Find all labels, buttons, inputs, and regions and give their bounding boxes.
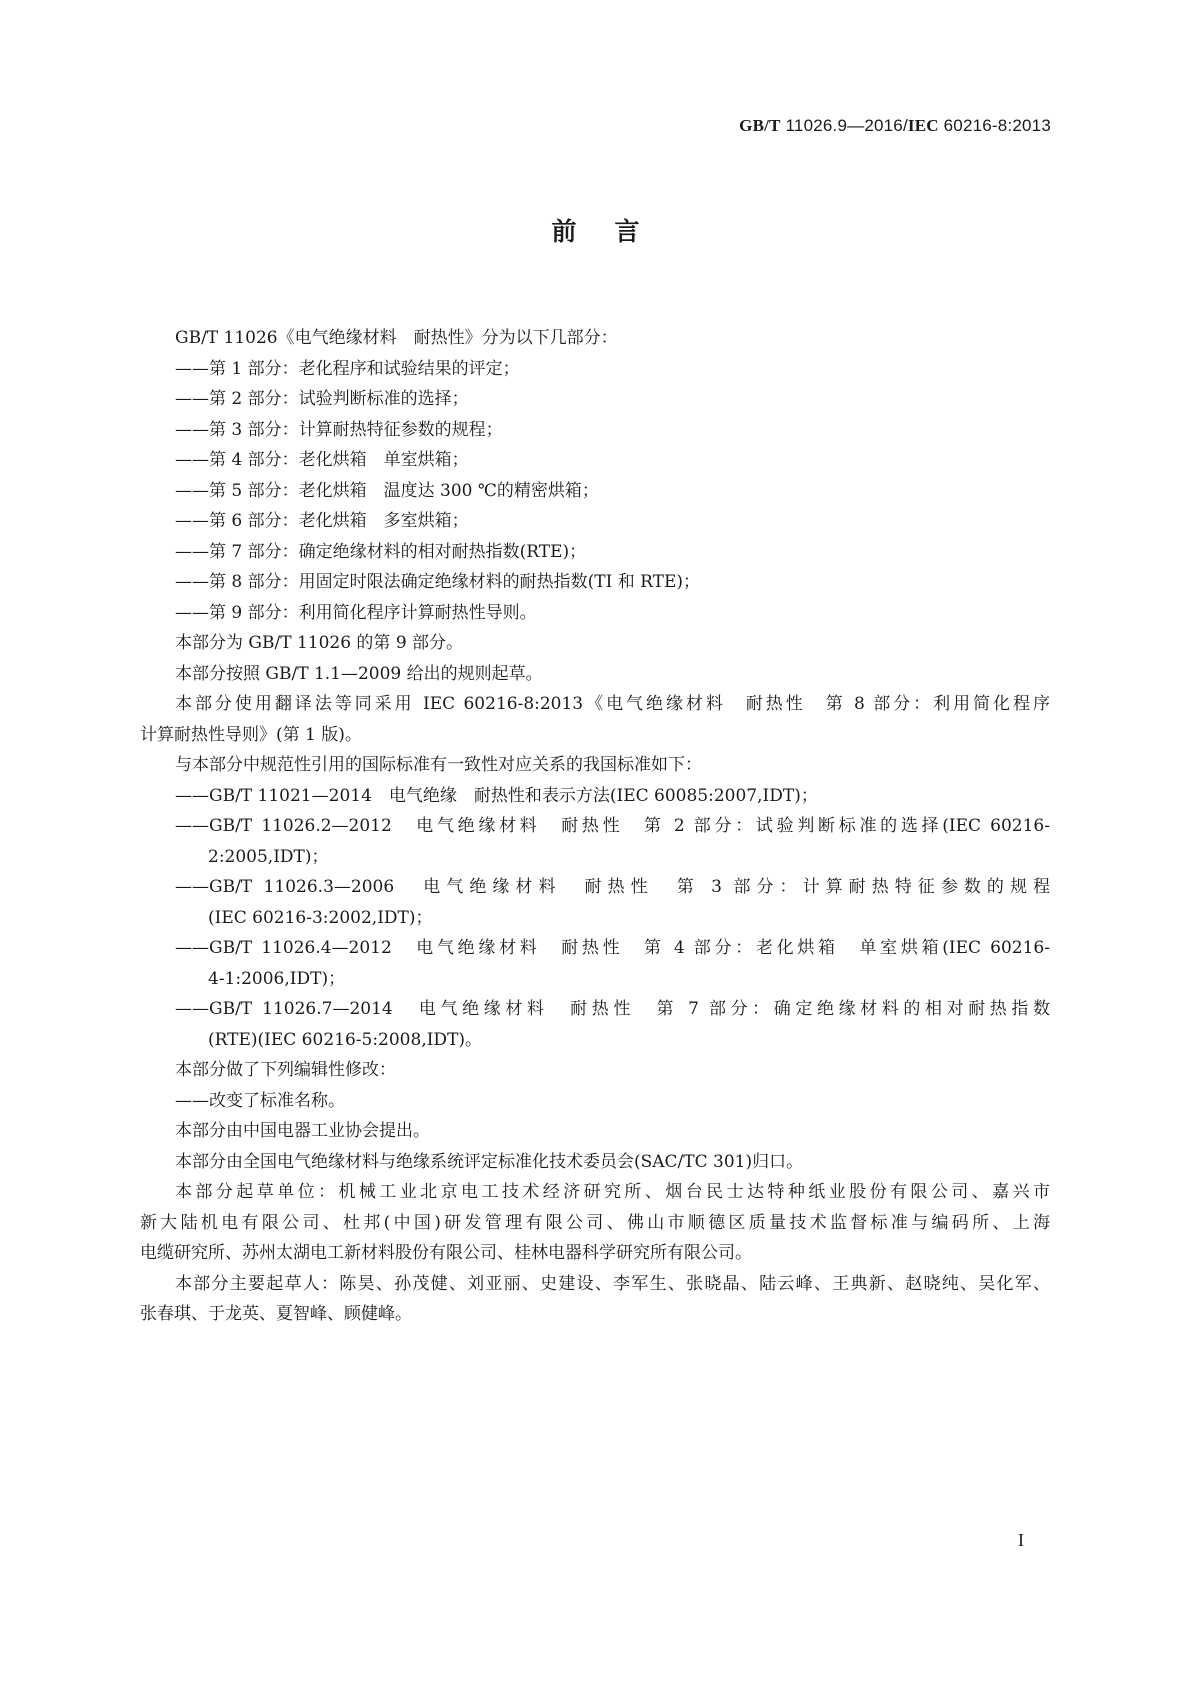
reference-item-continuation: (IEC 60216-3:2002,IDT)； <box>208 907 433 928</box>
reference-item: ——GB/T 11026.3—2006 电气绝缘材料 耐热性 第 3 部分：计算耐热特征参数的规程 <box>175 877 1050 897</box>
paragraph-continuation: 电缆研究所、苏州太湖电工新材料股份有限公司、桂林电器科学研究所有限公司。 <box>140 1243 752 1263</box>
list-item: ——第 7 部分：确定绝缘材料的相对耐热指数(RTE)； <box>175 541 587 562</box>
paragraph: GB/T 11026《电气绝缘材料 耐热性》分为以下几部分： <box>175 328 618 348</box>
paragraph: 本部分按照 GB/T 1.1—2009 给出的规则起草。 <box>175 663 543 684</box>
paragraph-continuation: 新大陆机电有限公司、杜邦(中国)研发管理有限公司、佛山市顺德区质量技术监督标准与编码所、上海 <box>140 1212 1050 1233</box>
page-number: I <box>1018 1530 1024 1550</box>
paragraph: 本部分使用翻译法等同采用 IEC 60216-8:2013《电气绝缘材料 耐热性 第 8 部分：利用简化程序 <box>175 694 1050 714</box>
list-item: ——第 5 部分：老化烘箱 温度达 300 ℃的精密烘箱； <box>175 480 599 501</box>
reference-item: ——GB/T 11026.4—2012 电气绝缘材料 耐热性 第 4 部分：老化烘箱 单室烘箱(IEC 60216- <box>175 938 1050 958</box>
header-code-number: 11026.9—2016/ <box>785 116 908 135</box>
list-item: ——第 1 部分：老化程序和试验结果的评定； <box>175 358 520 379</box>
reference-item-continuation: 4-1:2006,IDT)； <box>208 968 346 989</box>
paragraph: 本部分为 GB/T 11026 的第 9 部分。 <box>175 633 464 653</box>
foreword-body <box>140 323 1050 1330</box>
list-item: ——第 9 部分：利用简化程序计算耐热性导则。 <box>175 602 537 623</box>
paragraph: 本部分由中国电器工业协会提出。 <box>175 1121 430 1141</box>
list-item: ——改变了标准名称。 <box>175 1090 345 1111</box>
header-code-gbt: GB/T <box>739 116 781 135</box>
header-code-iec-number: 60216-8:2013 <box>943 116 1051 135</box>
page-title: 前言 <box>551 217 678 246</box>
paragraph: 本部分由全国电气绝缘材料与绝缘系统评定标准化技术委员会(SAC/TC 301)归口。 <box>175 1151 804 1172</box>
list-item: ——第 2 部分：试验判断标准的选择； <box>175 389 469 409</box>
paragraph: 本部分起草单位：机械工业北京电工技术经济研究所、烟台民士达特种纸业股份有限公司、嘉兴市 <box>175 1182 1050 1202</box>
reference-item-continuation: (RTE)(IEC 60216-5:2008,IDT)。 <box>208 1029 483 1050</box>
reference-item-continuation: 2:2005,IDT)； <box>208 846 329 867</box>
paragraph-continuation: 计算耐热性导则》(第 1 版)。 <box>140 724 362 745</box>
paragraph: 本部分主要起草人：陈昊、孙茂健、刘亚丽、史建设、李军生、张晓晶、陆云峰、王典新、赵晓纯、吴化军、 <box>175 1273 1050 1294</box>
reference-item: ——GB/T 11026.2—2012 电气绝缘材料 耐热性 第 2 部分：试验判断标准的选择(IEC 60216- <box>175 816 1050 836</box>
reference-item: ——GB/T 11021—2014 电气绝缘 耐热性和表示方法(IEC 60085:2007,IDT)； <box>175 785 818 806</box>
paragraph: 与本部分中规范性引用的国际标准有一致性对应关系的我国标准如下： <box>175 755 702 775</box>
list-item: ——第 6 部分：老化烘箱 多室烘箱； <box>175 511 469 531</box>
standard-code-header <box>739 116 1051 136</box>
list-item: ——第 4 部分：老化烘箱 单室烘箱； <box>175 450 469 470</box>
list-item: ——第 8 部分：用固定时限法确定绝缘材料的耐热指数(TI 和 RTE)； <box>175 572 700 592</box>
paragraph: 本部分做了下列编辑性修改： <box>175 1060 396 1080</box>
header-code-iec: IEC <box>907 116 939 135</box>
reference-item: ——GB/T 11026.7—2014 电气绝缘材料 耐热性 第 7 部分：确定绝缘材料的相对耐热指数 <box>175 999 1050 1019</box>
list-item: ——第 3 部分：计算耐热特征参数的规程； <box>175 419 503 440</box>
paragraph-continuation: 张春琪、于龙英、夏智峰、顾健峰。 <box>140 1304 412 1324</box>
